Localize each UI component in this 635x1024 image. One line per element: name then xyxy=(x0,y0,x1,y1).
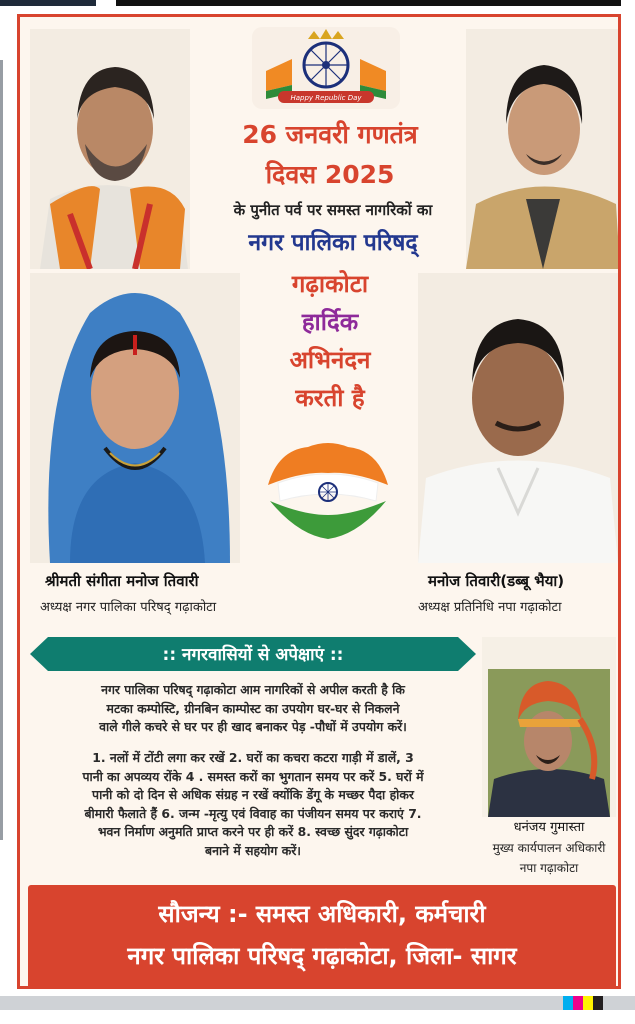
president-name: श्रीमती संगीता मनोज तिवारी xyxy=(45,572,199,590)
appeal-intro xyxy=(30,681,476,737)
appeal-points-line: 1. नलों में टोंटी लगा कर रखें 2. घरों का कचरा कटरा गाड़ी में डालें, 3 xyxy=(92,750,414,765)
organisation-name: नगर पालिका परिषद् xyxy=(248,230,418,256)
yellow-swatch xyxy=(583,996,593,1010)
portrait-dignitary-right xyxy=(466,29,620,269)
emblem-caption: Happy Republic Day xyxy=(290,94,362,102)
portrait-president xyxy=(30,273,240,563)
courtesy-line: सौजन्य :- समस्त अधिकारी, कर्मचारी xyxy=(158,900,486,928)
appeal-intro-line: वाले गीले कचरे से घर पर ही खाद बनाकर पेड़ -पौधों में उपयोग करें। xyxy=(99,719,407,734)
town-name: गढ़ाकोटा xyxy=(291,270,369,298)
courtesy-organisation: नगर पालिका परिषद् गढ़ाकोटा, जिला- सागर xyxy=(127,942,517,970)
black-swatch xyxy=(593,996,603,1010)
appeal-intro-line: मटका कम्पोस्टि, ग्रीनबिन काम्पोस्ट का उपयोग घर-घर से निकलने xyxy=(106,700,400,716)
officer-photo-frame xyxy=(482,637,616,817)
portrait-dignitary-left xyxy=(30,29,190,269)
appeal-points xyxy=(30,749,476,860)
headline-year: दिवस 2025 xyxy=(265,160,395,189)
magenta-swatch xyxy=(573,996,583,1010)
officer-office: नपा गढ़ाकोटा xyxy=(519,861,579,875)
greeting-word-3: करती है xyxy=(295,384,365,412)
appeal-points-line: बनाने में सहयोग करें। xyxy=(205,842,301,858)
headline-date: 26 जनवरी गणतंत्र xyxy=(242,120,418,149)
print-color-swatches xyxy=(563,996,603,1010)
appeal-points-line: पानी का अपव्यय रोंके 4 . समस्त करों का भुगतान समय पर करें 5. घरों में xyxy=(82,768,424,784)
appeal-points-line: भवन निर्माण अनुमति प्राप्त करने पर ही करें 8. स्वच्छ सुंदर गढ़ाकोटा xyxy=(97,824,409,839)
appeal-points-line: पानी को दो दिन से अधिक संग्रह न रखें क्योंकि डेंगू के मच्छर पैदा होकर xyxy=(92,787,414,802)
appeal-points-line: बीमारी फैलाते हैं 6. जन्म -मृत्यु एवं विवाह का पंजीयन समय पर कराएं 7. xyxy=(84,805,422,821)
representative-name: मनोज तिवारी(डब्बू भैया) xyxy=(428,572,565,590)
portrait-chief-officer xyxy=(488,669,610,817)
republic-day-advertisement xyxy=(17,14,621,989)
portrait-representative xyxy=(418,273,618,563)
greeting-word-1: हार्दिक xyxy=(301,308,359,336)
tricolour-flower-art xyxy=(258,435,398,545)
headline-subtext: के पुनीत पर्व पर समस्त नागरिकों का xyxy=(233,201,433,219)
appeal-intro-line: नगर पालिका परिषद् गढ़ाकोटा आम नागरिकों से अपील करती है कि xyxy=(101,682,405,697)
appeal-banner-title: :: नगरवासियों से अपेक्षाएं :: xyxy=(162,645,344,665)
page-bottom-bar xyxy=(0,996,635,1010)
officer-name: धनंजय गुमास्ता xyxy=(513,820,585,835)
page-top-strip-right xyxy=(116,0,621,6)
adjacent-column-edge xyxy=(0,60,3,840)
republic-day-emblem xyxy=(252,27,400,109)
greeting-word-2: अभिनंदन xyxy=(289,346,371,374)
president-role: अध्यक्ष नगर पालिका परिषद् गढ़ाकोटा xyxy=(40,600,217,615)
page-top-strip-left xyxy=(0,0,96,6)
cyan-swatch xyxy=(563,996,573,1010)
officer-role: मुख्य कार्यपालन अधिकारी xyxy=(492,841,606,855)
representative-role: अध्यक्ष प्रतिनिधि नपा गढ़ाकोटा xyxy=(418,600,562,615)
